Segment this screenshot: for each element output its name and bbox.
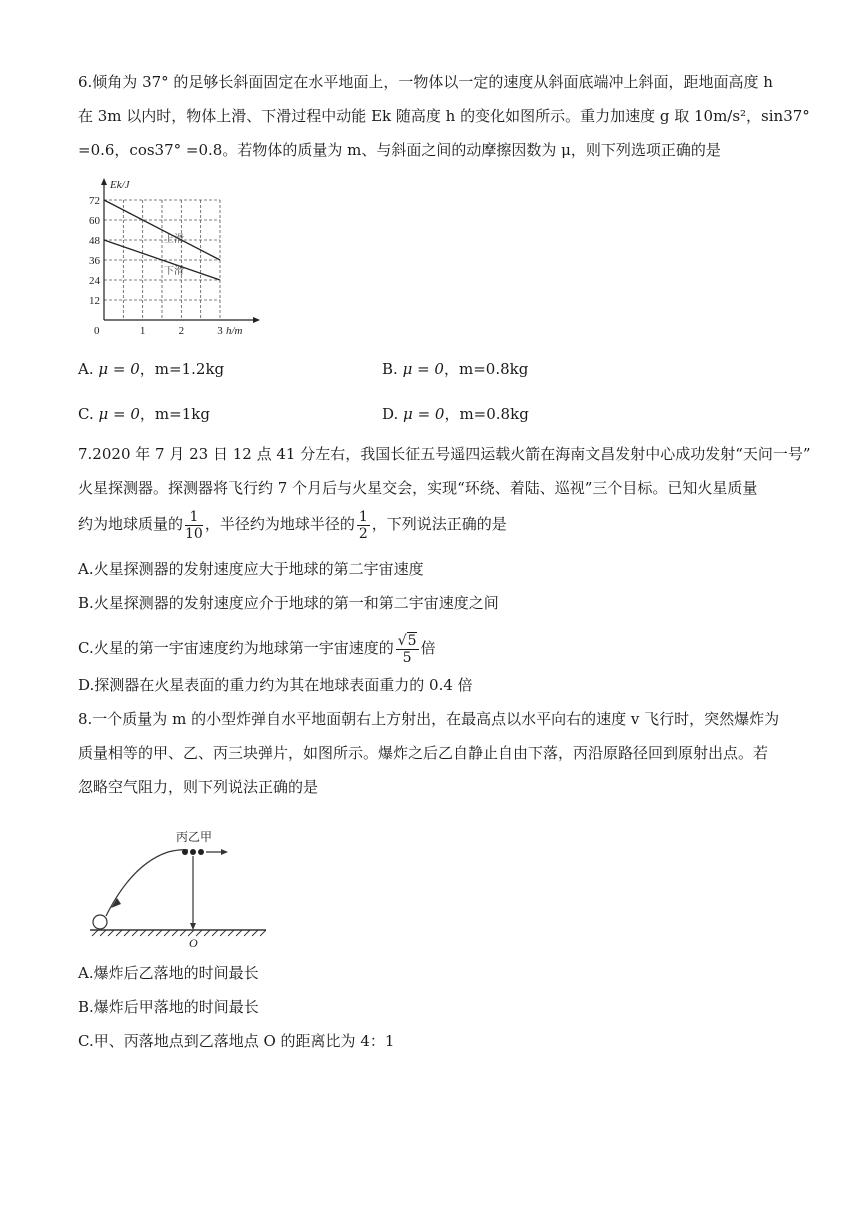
q8-option-c[interactable]: C.甲、丙落地点到乙落地点 O 的距离比为 4：1	[78, 1032, 395, 1050]
q7-line-3	[78, 506, 507, 542]
y-tick-36: 36	[89, 255, 100, 267]
q7-fraction-mass-num: 1	[185, 509, 203, 526]
q6-option-d-mu: μ = 0	[403, 405, 445, 423]
x-tick-2: 2	[178, 325, 185, 337]
y-axis-arrow	[101, 178, 107, 185]
q6-option-d-letter: D.	[382, 405, 399, 423]
q8-option-b[interactable]: B.爆炸后甲落地的时间最长	[78, 998, 259, 1016]
q7-fraction-radius-num: 1	[358, 508, 368, 525]
q6-option-b-rest: ，m=0.8kg	[443, 360, 529, 378]
q7-line-2: 火星探测器。探测器将飞行约 7 个月后与火星交会，实现“环绕、着陆、巡视”三个目标。已知火星质量	[78, 479, 758, 497]
q7-fraction-mass	[185, 509, 203, 542]
point-o-label: O	[189, 936, 198, 950]
x-tick-1: 1	[139, 325, 146, 337]
q6-option-a[interactable]	[78, 359, 224, 379]
q7-line-3-c: ，下列说法正确的是	[371, 515, 507, 533]
q6-option-a-letter: A.	[78, 360, 94, 378]
velocity-arrow-head	[221, 849, 228, 855]
q6-option-c-rest: ，m=1kg	[139, 405, 210, 423]
x-axis-label: h/m	[226, 325, 243, 337]
launch-ball	[93, 915, 107, 929]
q6-option-a-mu: μ = 0	[98, 360, 140, 378]
q7-option-c-b: 倍	[420, 639, 436, 657]
q7-option-a[interactable]: A.火星探测器的发射速度应大于地球的第二宇宙速度	[78, 560, 424, 578]
q6-option-d-rest: ，m=0.8kg	[444, 405, 529, 423]
q7-option-d[interactable]: D.探测器在火星表面的重力约为其在地球表面重力的 0.4 倍	[78, 676, 473, 694]
y-tick-24: 24	[89, 275, 100, 287]
q8-line-2: 质量相等的甲、乙、丙三块弹片，如图所示。爆炸之后乙自静止自由下落，丙沿原路径回到原射出点。若	[78, 744, 769, 762]
y-axis-label: Ek/J	[110, 179, 130, 191]
y-tick-60: 60	[89, 215, 100, 227]
q7-line-3-a: 约为地球质量的	[78, 515, 184, 533]
ek-height-chart	[82, 174, 282, 346]
y-tick-48: 48	[89, 235, 100, 247]
q8-line-1: 8.一个质量为 m 的小型炸弹自水平地面朝右上方射出，在最高点以水平向右的速度 v 飞行时，突然爆炸为	[78, 710, 780, 728]
origin-label: 0	[94, 325, 100, 337]
q7-option-c-num-radicand: 5	[407, 632, 417, 649]
q7-option-c-a: C.火星的第一宇宙速度约为地球第一宇宙速度的	[78, 639, 394, 657]
trajectory-curve	[106, 850, 188, 916]
q7-fraction-radius-den: 2	[358, 525, 368, 542]
series-label-0: 上滑	[164, 234, 184, 245]
q6-option-c-letter: C.	[78, 405, 94, 423]
q7-line-1: 7.2020 年 7 月 23 日 12 点 41 分左右，我国长征五号遥四运载火箭在海南文昌发射中心成功发射“天问一号”	[78, 445, 811, 463]
q7-option-c-num: √5	[397, 632, 417, 649]
q6-option-b[interactable]	[382, 359, 528, 379]
q7-option-b[interactable]: B.火星探测器的发射速度应介于地球的第一和第二宇宙速度之间	[78, 594, 499, 612]
q6-line-1: 6.倾角为 37° 的足够长斜面固定在水平地面上，一物体以一定的速度从斜面底端冲上斜面，距地面高度 h	[78, 73, 773, 91]
x-tick-3: 3	[217, 325, 223, 337]
drop-arrow-head	[190, 923, 196, 930]
fragment-bing	[182, 849, 188, 855]
q8-line-3: 忽略空气阻力，则下列说法正确的是	[78, 778, 319, 796]
fragment-jia	[198, 849, 204, 855]
q7-option-c[interactable]	[78, 628, 436, 668]
series-label-1: 下滑	[164, 266, 184, 277]
q6-option-c-mu: μ = 0	[98, 405, 140, 423]
q6-option-c[interactable]	[78, 404, 210, 424]
ground-hatch	[92, 930, 266, 936]
explosion-figure	[84, 826, 274, 950]
x-axis-arrow	[253, 317, 260, 323]
q7-option-c-fraction	[396, 633, 419, 666]
q6-line-3: =0.6，cos37° =0.8。若物体的质量为 m、与斜面之间的动摩擦因数为 μ，则下列选项正确的是	[78, 141, 721, 159]
y-tick-12: 12	[89, 295, 100, 307]
chart-labels	[89, 179, 243, 337]
fragment-yi	[190, 849, 196, 855]
q6-option-b-mu: μ = 0	[402, 360, 444, 378]
q6-option-d[interactable]	[382, 404, 529, 424]
q7-option-c-den: 5	[402, 649, 412, 666]
fragment-labels: 丙乙甲	[176, 830, 213, 844]
q6-option-b-letter: B.	[382, 360, 398, 378]
q7-line-3-b: ，半径约为地球半径的	[204, 515, 355, 533]
q8-option-a[interactable]: A.爆炸后乙落地的时间最长	[78, 964, 259, 982]
q6-option-a-rest: ，m=1.2kg	[139, 360, 225, 378]
q7-fraction-radius	[357, 509, 370, 542]
q6-line-2: 在 3m 以内时，物体上滑、下滑过程中动能 Ek 随高度 h 的变化如图所示。重力加速度 g 取 10m/s²，sin37°	[78, 107, 810, 125]
q7-fraction-mass-den: 10	[185, 525, 203, 542]
y-tick-72: 72	[89, 195, 100, 207]
